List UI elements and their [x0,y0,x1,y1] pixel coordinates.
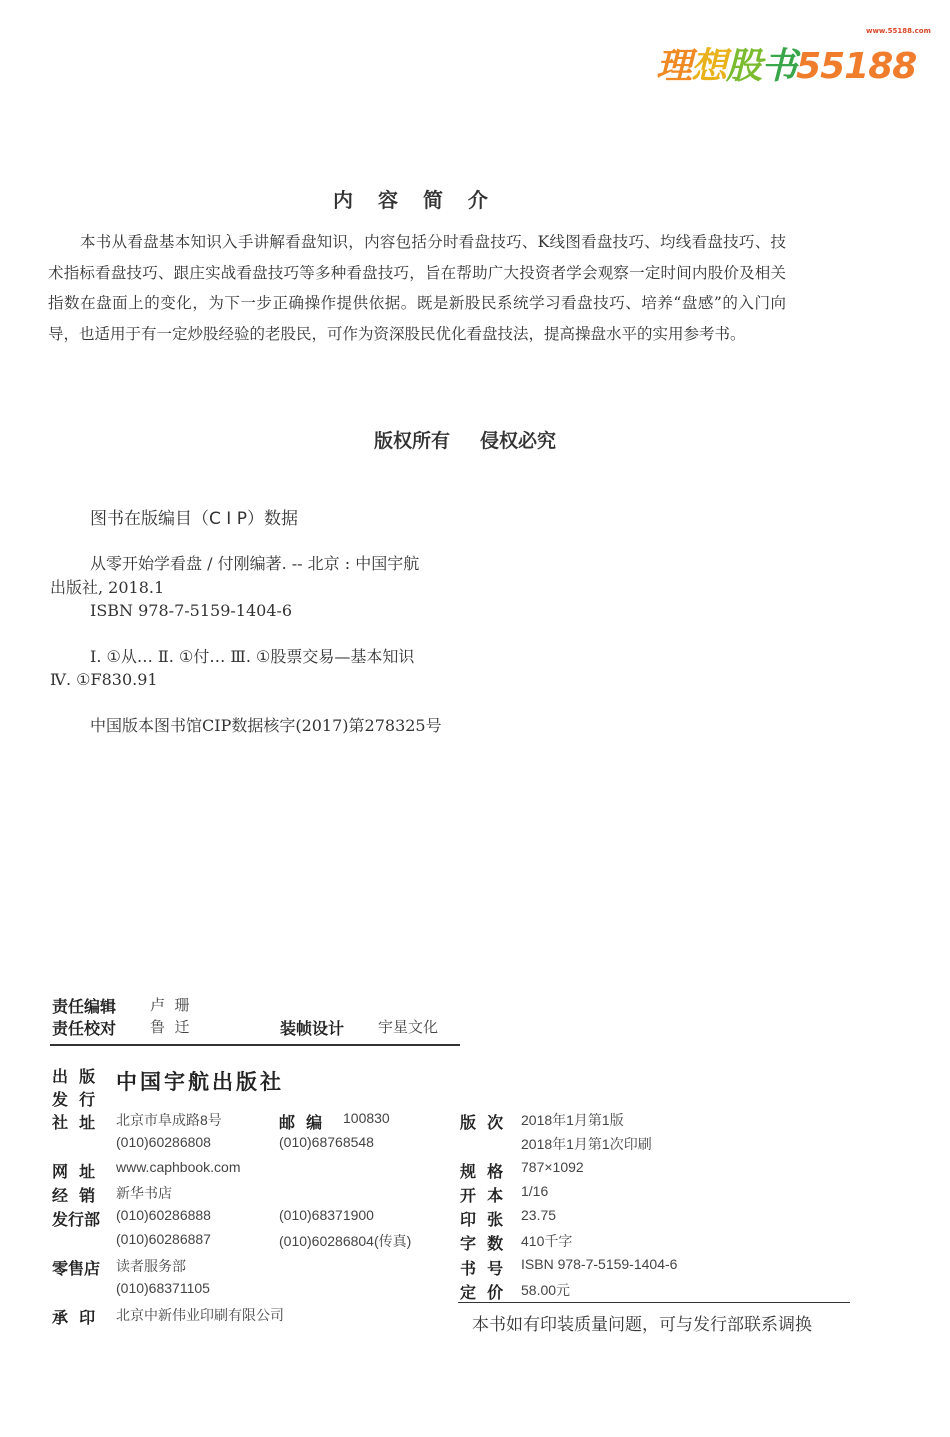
watermark-logo [656,38,916,89]
info-label: 零售店 [52,1259,101,1278]
info-value: 100830 [343,1110,390,1126]
watermark-char: 书 [761,46,797,87]
info-value: (010)60286887 [116,1231,211,1247]
info-value: 新华书店 [116,1185,172,1201]
info-label: 承 印 [52,1308,96,1327]
spec-value: 2018年1月第1版 [521,1112,624,1128]
info-value: www.caphbook.com [116,1159,241,1175]
cip-line [50,714,442,738]
info-label: 发行部 [52,1210,101,1229]
cip-line [50,552,419,576]
editor-name: 卢 珊 [150,996,190,1014]
spec-value: 2018年1月第1次印刷 [521,1136,652,1152]
info-value: 读者服务部 [116,1258,186,1274]
spec-value: 23.75 [521,1207,557,1223]
distribute-label: 发 行 [52,1090,96,1109]
proofreader-name: 鲁 迁 [150,1018,190,1036]
intro-title: 内 容 简 介 [333,188,497,212]
publish-label: 出 版 [52,1067,96,1086]
watermark-char: 想 [691,46,727,87]
editor-label: 责任编辑 [52,997,117,1016]
spec-label: 定 价 [460,1283,504,1302]
designer-label: 装帧设计 [280,1019,345,1038]
cip-line [50,599,292,623]
publisher-name: 中国宇航出版社 [116,1070,284,1094]
info-value: 北京市阜成路8号 [116,1112,222,1128]
divider-line [458,1302,850,1303]
infringement-text: 侵权必究 [480,430,557,452]
cip-line [50,645,414,669]
watermark-number: 55188 [796,46,917,87]
watermark-char: 理 [656,46,692,87]
copyright-notice [0,426,930,453]
watermark-char: 股 [726,46,762,87]
copyright-text: 版权所有 [373,430,450,452]
info-value: (010)60286808 [116,1134,211,1150]
info-value: 北京中新伟业印刷有限公司 [116,1307,284,1323]
info-value: (010)60286888 [116,1207,211,1223]
spec-value: 410千字 [521,1233,573,1249]
intro-body: 本书从看盘基本知识入手讲解看盘知识，内容包括分时看盘技巧、K线图看盘技巧、均线看盘技巧、技术指标看盘技巧、跟庄实战看盘技巧等多种看盘技巧，旨在帮助广大投资者学会观察一定时间内股价及相关指数在盘面上的变化，为下一步正确操作提供依据。既是新股民系统学习看盘技巧、培养“盘感”的入门向导，也适用于有一定炒股经验的老股民，可作为资深股民优化看盘技法，提高操盘水平的实用参考书。 [48,233,786,343]
info-label: 网 址 [52,1162,96,1181]
cip-line-text: 中国版本图书馆CIP数据核字(2017)第278325号 [90,716,442,735]
spec-value: 1/16 [521,1183,549,1199]
cip-title: 图书在版编目（C I P）数据 [90,509,298,529]
spec-label: 开 本 [460,1186,504,1205]
info-value: (010)60286804(传真) [279,1233,412,1249]
spec-value: ISBN 978-7-5159-1404-6 [521,1256,678,1272]
cip-line: 出版社, 2018.1 [50,578,165,597]
spec-label: 印 张 [460,1210,504,1229]
spec-label: 字 数 [460,1234,504,1253]
info-value: (010)68768548 [279,1134,374,1150]
info-label: 邮 编 [279,1113,323,1132]
cip-line-text: 从零开始学看盘 / 付刚编著. -- 北京 : 中国宇航 [90,554,420,573]
spec-label: 规 格 [460,1162,504,1181]
cip-line: Ⅳ. ①F830.91 [50,670,158,689]
info-value: (010)68371900 [279,1207,374,1223]
spec-value: 58.00元 [521,1282,571,1298]
info-label: 经 销 [52,1186,96,1205]
quality-notice: 本书如有印装质量问题，可与发行部联系调换 [472,1315,812,1335]
divider-line [50,1044,460,1046]
cip-line-text: Ⅰ. ①从… Ⅱ. ①付… Ⅲ. ①股票交易—基本知识 [90,647,415,666]
spec-label: 书 号 [460,1259,504,1278]
info-label: 社 址 [52,1113,96,1132]
spec-label: 版 次 [460,1113,504,1132]
proofreader-label: 责任校对 [52,1019,117,1038]
watermark-url: www.55188.com [866,27,931,35]
designer-name: 宇星文化 [378,1018,439,1036]
cip-line-text: ISBN 978-7-5159-1404-6 [90,601,293,620]
info-value: (010)68371105 [116,1280,210,1296]
spec-value: 787×1092 [521,1159,584,1175]
